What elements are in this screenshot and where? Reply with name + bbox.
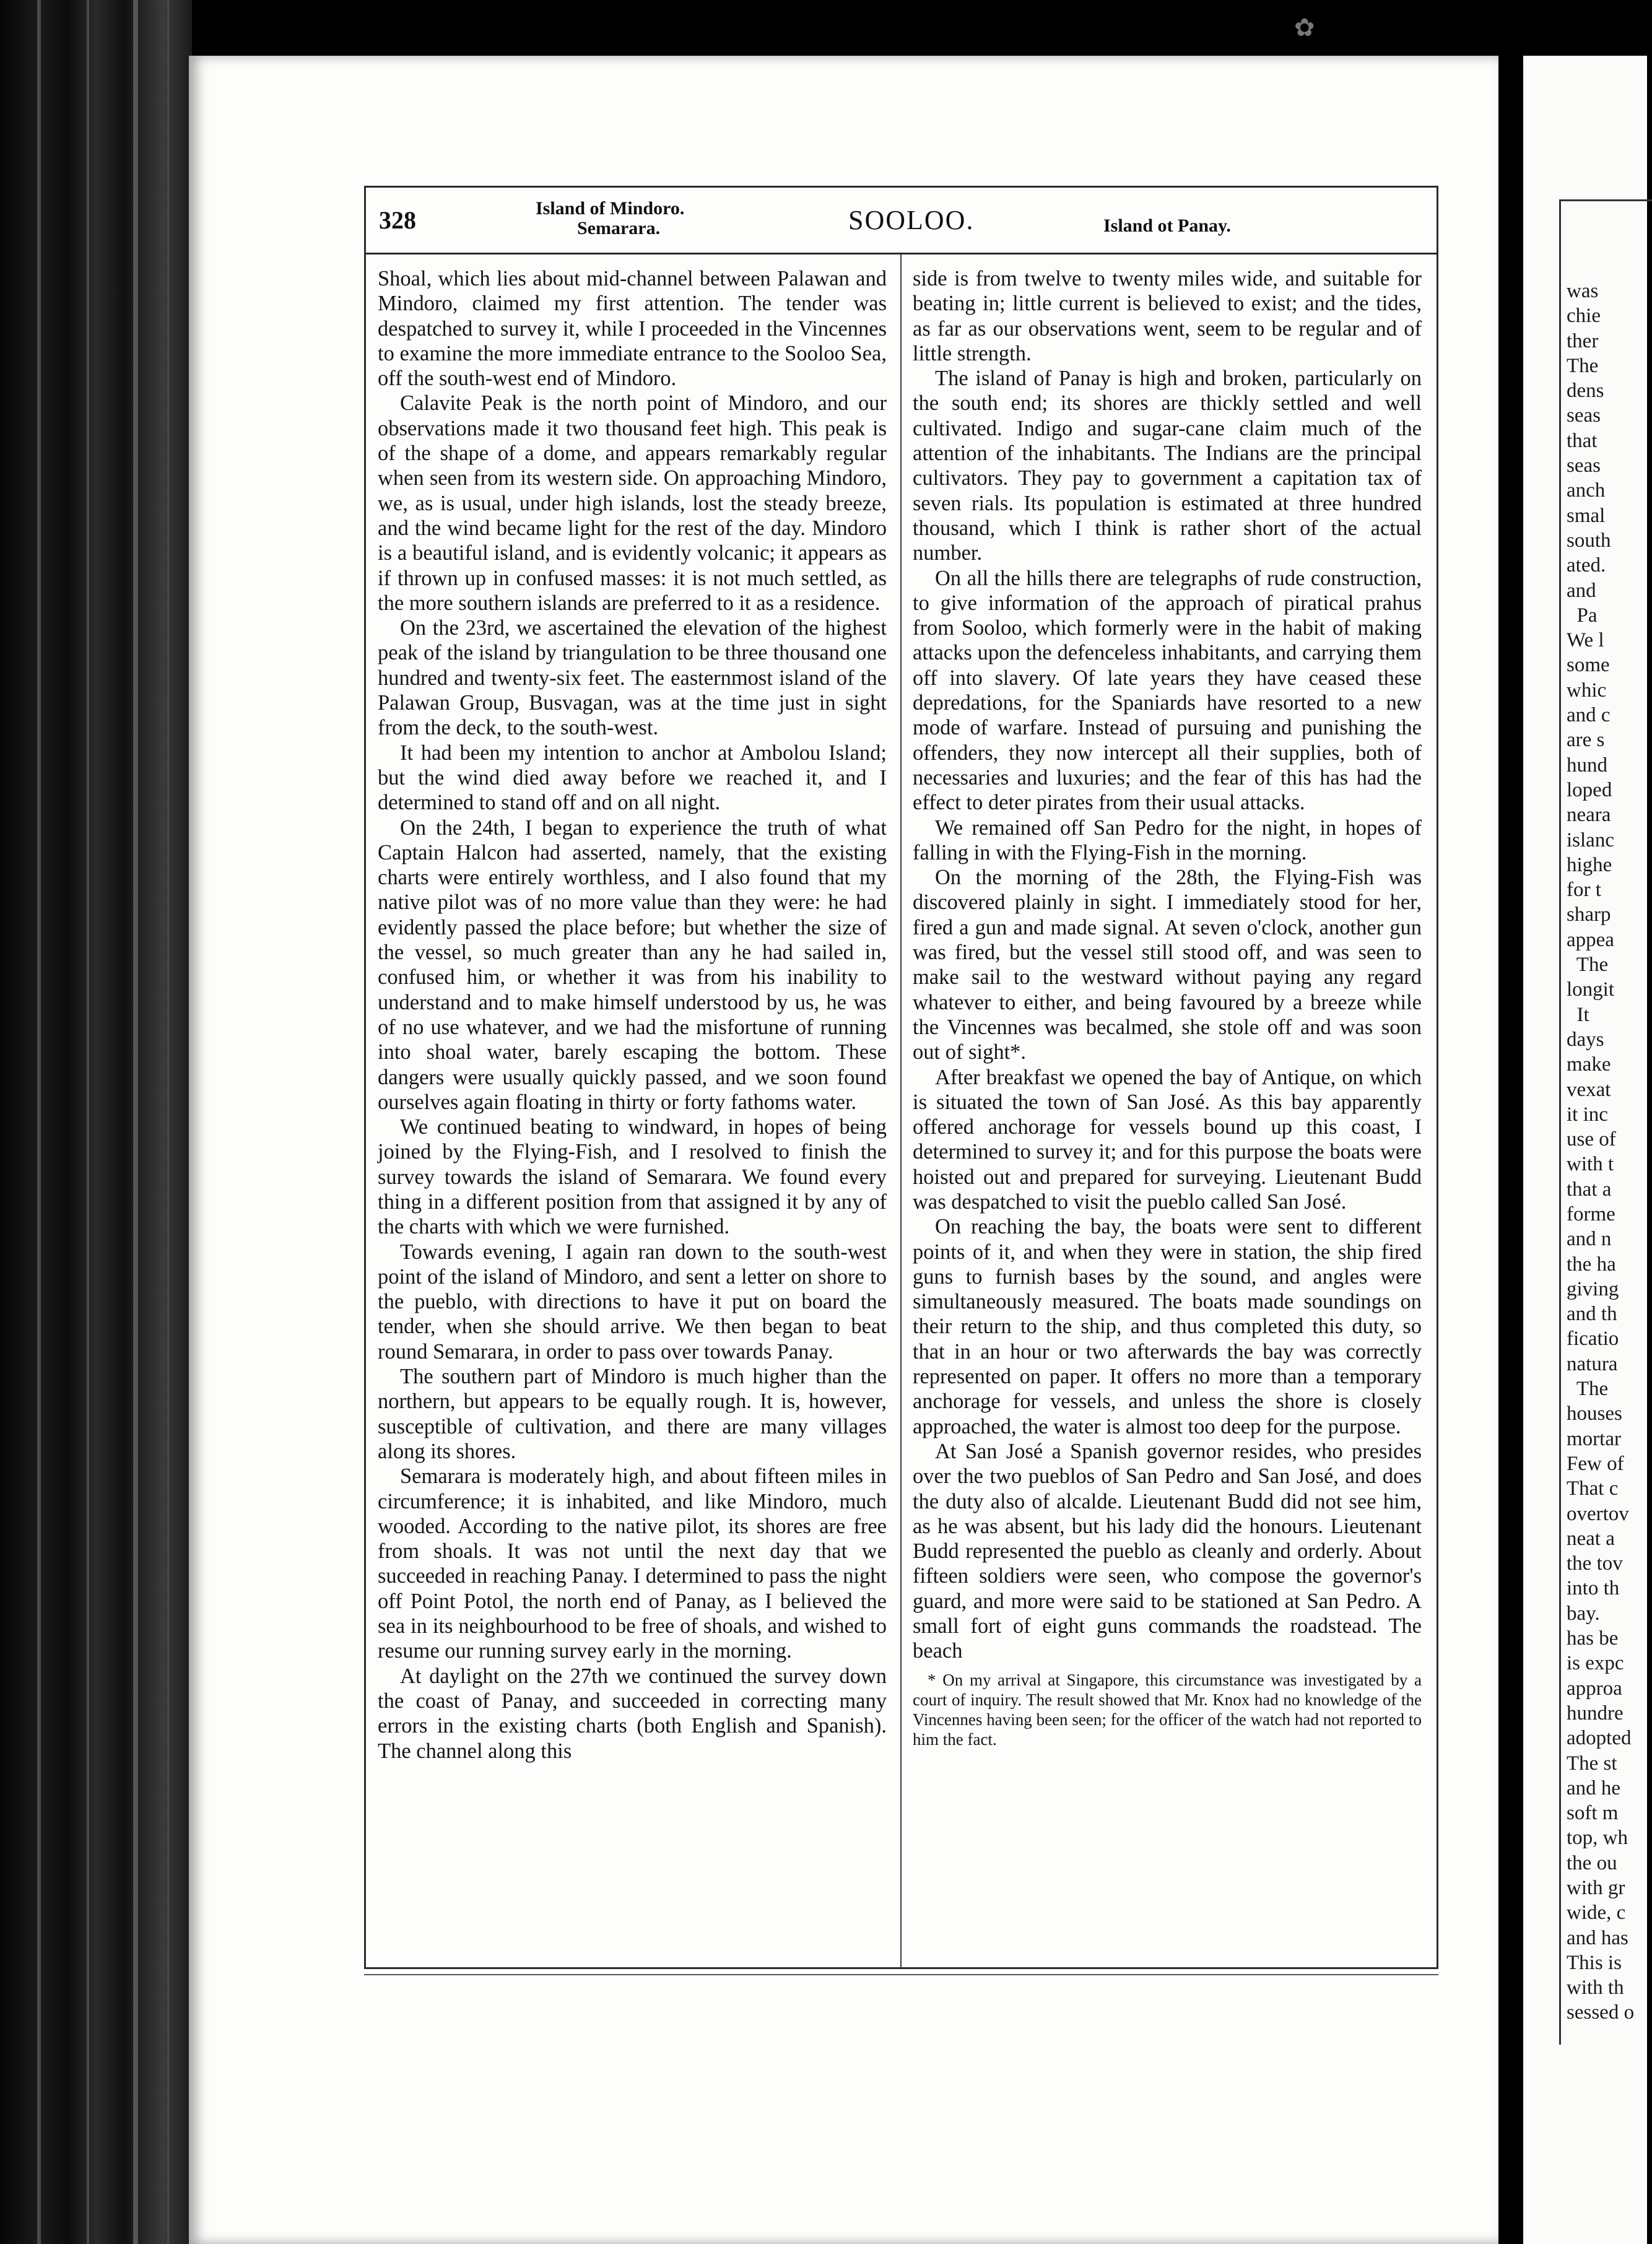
right-heading: Island ot Panay.: [1103, 215, 1231, 236]
paragraph: On reaching the bay, the boats were sent to different points of it, and when they were in station, the ship fired guns to furnish bases by the sound, and angles were simultaneously measured. The boats made soundings on their return to the ship, and thus completed this duty, so that in an hour or two afterwards the bay was correctly represented on paper. It offers no more than a temporary anchorage for vessels, and unless the shore is closely approached, the water is almost too deep for the purpose.: [913, 1215, 1422, 1438]
paragraph: Calavite Peak is the north point of Mindoro, and our observations made it two thousand feet high. This peak is of the shape of a dome, and appears remarkably regular when seen from its western side. On approaching Mindoro, we, as is usual, under high islands, lost the steady breeze, and the wind became light for the rest of the day. Mindoro is a beautiful island, and is evidently volcanic; it appears as if thrown up in confused masses: it is not much settled, as the more southern islands are preferred to it as a residence.: [378, 391, 887, 615]
paragraph: On the 24th, I began to experience the truth of what Captain Halcon had asserted, namely, that the existing charts were entirely worthless, and I also found that my native pilot was of no more value than they were: he had evidently passed the place before; but whether the size of the vessel, so much greater than any he had sailed in, confused him, or whether it was from his inability to understand and to make himself understood by us, he was of no use whatever, and we had the misfortune of running into shoal water, barely escaping the bottom. These dangers were usually quickly passed, and we soon found ourselves again floating in thirty or forty fathoms water.: [378, 815, 887, 1114]
page-number: 328: [379, 206, 416, 234]
footnote-text: * On my arrival at Singapore, this circumstance was investigated by a court of inquiry. The result showed that Mr. Knox had no knowledge of the Vincennes having been seen; for the officer of the watch had not reported to him the fact.: [913, 1670, 1422, 1749]
paragraph: On all the hills there are telegraphs of rude construction, to give information of the approach of piratical prahus from Sooloo, which formerly were in the habit of making attacks upon the defenceless inhabitants, and carrying them off into slavery. Of late years they have ceased these depredations, for the Spaniards have resorted to a new mode of warfare. Instead of pursuing and punishing the offenders, they now intercept all their supplies, both of necessaries and luxuries; and the fear of this has had the effect to deter pirates from their usual attacks.: [913, 566, 1422, 815]
paragraph: Semarara is moderately high, and about fifteen miles in circumference; it is inhabited, and like Mindoro, much wooded. According to the native pilot, its shores are free from shoals. It was not until the next day that we succeeded in reaching Panay. I determined to pass the night off Point Potol, the north end of Panay, as I believed the sea in its neighbourhood to be free of shoals, and wished to resume our running survey early in the morning.: [378, 1464, 887, 1663]
column-divider: [900, 254, 902, 1969]
adjacent-page-rule: [1559, 199, 1561, 2045]
adjacent-page-rule: [1559, 199, 1652, 201]
paragraph: On the 23rd, we ascertained the elevation of the highest peak of the island by triangulation to be three thousand one hundred and twenty-six feet. The easternmost island of the Palawan Group, Busvagan, was at the time just in sight from the deck, to the south-west.: [378, 616, 887, 740]
paragraph: The island of Panay is high and broken, particularly on the south end; its shores are thickly settled and well cultivated. Indigo and sugar-cane claim much of the attention of the inhabitants. The Indians are the principal cultivators. They pay to government a capitation tax of seven rials. Its population is estimated at three hundred thousand, which I think is rather short of the actual number.: [913, 367, 1422, 565]
left-column: [378, 266, 887, 1763]
paragraph: After breakfast we opened the bay of Antique, on which is situated the town of San José. As this bay apparently offered anchorage for vessels bound up this coast, I determined to survey it; and for this purpose the boats were hoisted out and prepared for surveying. Lieutenant Budd was despatched to visit the pueblo called San José.: [913, 1065, 1422, 1214]
paragraph: On the morning of the 28th, the Flying-Fish was discovered plainly in sight. I immediately stood for her, fired a gun and made signal. At seven o'clock, another gun was fired, but the vessel still stood off, and was seen to make sail to the westward without paying any regard whatever to either, and being favoured by a breeze while the Vincennes was becalmed, she stole off and was soon out of sight*.: [913, 866, 1422, 1064]
running-title: SOOLOO.: [848, 205, 975, 235]
paragraph: Towards evening, I again ran down to the south-west point of the island of Mindoro, and sent a letter on shore to the pueblo, with directions to have it put on board the tender, when she should arrive. We then began to beat round Semarara, in order to pass over towards Panay.: [378, 1240, 887, 1363]
paragraph: We remained off San Pedro for the night, in hopes of falling in with the Flying-Fish in the morning.: [913, 815, 1422, 864]
frame-bottom-rule: [364, 1974, 1438, 1975]
paragraph: Shoal, which lies about mid-channel between Palawan and Mindoro, claimed my first attention. The tender was despatched to survey it, while I proceeded in the Vincennes to examine the more immediate entrance to the Sooloo Sea, off the south-west end of Mindoro.: [378, 267, 887, 391]
stamp-mark: ✿: [1294, 14, 1315, 42]
paragraph: We continued beating to windward, in hopes of being joined by the Flying-Fish, and I resolved to finish the survey towards the island of Semarara. We found every thing in a different position from that assigned it by any of the charts with which we were furnished.: [378, 1115, 887, 1239]
adjacent-page: [1523, 56, 1647, 2244]
paragraph: side is from twelve to twenty miles wide, and suitable for beating in; little current is believed to exist; and the tides, as far as our observations went, seem to be regular and of little strength.: [913, 267, 1422, 365]
right-column: [913, 266, 1422, 1749]
left-heading-line2: Semarara.: [577, 218, 661, 238]
footnote: [913, 1670, 1422, 1749]
paragraph: At daylight on the 27th we continued the survey down the coast of Panay, and succeeded in correcting many errors in the existing charts (both English and Spanish). The channel along this: [378, 1664, 887, 1763]
paragraph: At San José a Spanish governor resides, who presides over the two pueblos of San Pedro and San José, and does the duty also of alcalde. Lieutenant Budd did not see him, as he was absent, but his lady did the honours. Lieutenant Budd represented the pueblo as cleanly and orderly. About fifteen soldiers were seen, who compose the governor's guard, and more were said to be stationed at San Pedro. A small fort of eight guns commands the roadstead. The beach: [913, 1439, 1422, 1663]
book-binding: [0, 0, 192, 2244]
paragraph: The southern part of Mindoro is much higher than the northern, but appears to be equally rough. It is, however, susceptible of cultivation, and there are many villages along its shores.: [378, 1365, 887, 1463]
adjacent-page-text: was chie ther The dens seas that seas anch smal south ated. and Pa We l some whic and c are s hund loped neara islanc highe for t sharp appea The longit It days make vexat it inc use of with t that a forme and n the ha giving and th ficatio natura The houses mortar Few of That c overtov neat a the tov into th bay. has be is expc approa hundre adopted The st and he soft m top, wh the ou with gr wide, c and has This is with th sessed o: [1567, 280, 1635, 2024]
paragraph: It had been my intention to anchor at Ambolou Island; but the wind died away before we reached it, and I determined to stand off and on all night.: [378, 741, 887, 815]
left-heading-line1: Island of Mindoro.: [536, 198, 685, 219]
